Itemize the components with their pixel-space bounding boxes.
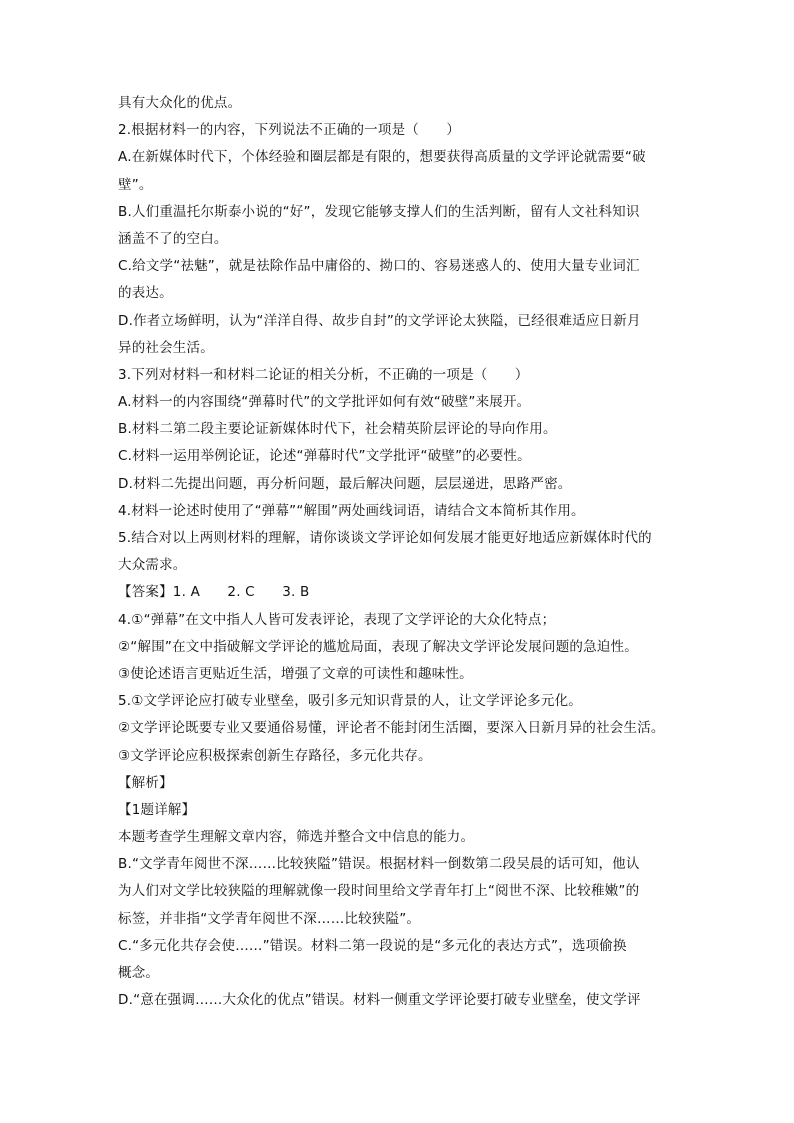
option-3c: C.材料一运用举例论证，论述“弹幕时代”文学批评“破壁”的必要性。 xyxy=(118,448,531,465)
text-line: 的表达。 xyxy=(118,285,173,302)
question-3: 3.下列对材料一和材料二论证的相关分析，不正确的一项是（ ） xyxy=(118,366,529,383)
option-3a: A.材料一的内容围绕“弹幕时代”的文学批评如何有效“破壁”来展开。 xyxy=(118,394,531,411)
analysis-b: B.“文学青年阅世不深……比较狭隘”错误。根据材料一倒数第二段吴晨的话可知，他认 xyxy=(118,856,640,873)
text-line: 为人们对文学比较狭隘的理解就像一段时间里给文学青年打上“阅世不深、比较稚嫩”的 xyxy=(118,883,640,900)
option-3d: D.材料二先提出问题，再分析问题，最后解决问题，层层递进，思路严密。 xyxy=(118,475,572,492)
option-3b: B.材料二第二段主要论证新媒体时代下，社会精英阶层评论的导向作用。 xyxy=(118,421,557,438)
answer-5-1: 5.①文学评论应打破专业壁垒，吸引多元知识背景的人，让文学评论多元化。 xyxy=(118,693,582,710)
option-2d: D.作者立场鲜明，认为“洋洋自得、故步自封”的文学评论太狭隘，已经很难适应日新月 xyxy=(118,312,641,329)
answer-5-3: ③文学评论应积极探索创新生存路径，多元化共存。 xyxy=(118,747,432,764)
answer-4-1: 4.①“弹幕”在文中指人人皆可发表评论，表现了文学评论的大众化特点； xyxy=(118,611,556,628)
text-line: 具有大众化的优点。 xyxy=(118,95,242,111)
option-2b: B.人们重温托尔斯泰小说的“好”，发现它能够支撑人们的生活判断，留有人文社科知识 xyxy=(118,203,640,220)
text-line: 壁”。 xyxy=(118,176,153,193)
answer-heading: 【答案】1. A 2. C 3. B xyxy=(118,584,310,601)
question-4: 4.材料一论述时使用了“弹幕”“解围”两处画线词语，请结合文本简析其作用。 xyxy=(118,502,585,519)
answer-4-3: ③使论述语言更贴近生活，增强了文章的可读性和趣味性。 xyxy=(118,665,473,682)
analysis-text: 本题考查学生理解文章内容，筛选并整合文中信息的能力。 xyxy=(118,829,475,846)
detail-1-heading: 【1题详解】 xyxy=(118,801,196,818)
question-5: 5.结合对以上两则材料的理解，请你谈谈文学评论如何发展才能更好地适应新媒体时代的 xyxy=(118,530,652,546)
text-line: 概念。 xyxy=(118,965,160,981)
text-line: 标签，并非指“文学青年阅世不深……比较狭隘”。 xyxy=(118,910,421,927)
analysis-heading: 【解析】 xyxy=(118,774,173,791)
analysis-d: D.“意在强调……大众化的优点”错误。材料一侧重文学评论要打破专业壁垒，使文学评 xyxy=(118,992,641,1009)
text-line: 异的社会生活。 xyxy=(118,339,214,356)
analysis-c: C.“多元化共存会使……”错误。材料二第一段说的是“多元化的表达方式”，选项偷换 xyxy=(118,937,627,954)
option-2a: A.在新媒体时代下，个体经验和圈层都是有限的，想要获得高质量的文学评论就需要“破 xyxy=(118,149,646,166)
text-line: 涵盖不了的空白。 xyxy=(118,230,228,247)
text-line: 大众需求。 xyxy=(118,557,187,574)
option-2c: C.给文学“祛魅”，就是祛除作品中庸俗的、拗口的、容易迷惑人的、使用大量专业词汇 xyxy=(118,258,640,275)
answer-4-2: ②“解围”在文中指破解文学评论的尴尬局面，表现了解决文学评论发展问题的急迫性。 xyxy=(118,638,638,655)
answer-5-2: ②文学评论既要专业又要通俗易懂，评论者不能封闭生活圈，要深入日新月异的社会生活。 xyxy=(118,720,665,737)
document-page xyxy=(118,90,688,1014)
question-2: 2.根据材料一的内容，下列说法不正确的一项是（ ） xyxy=(118,122,461,139)
